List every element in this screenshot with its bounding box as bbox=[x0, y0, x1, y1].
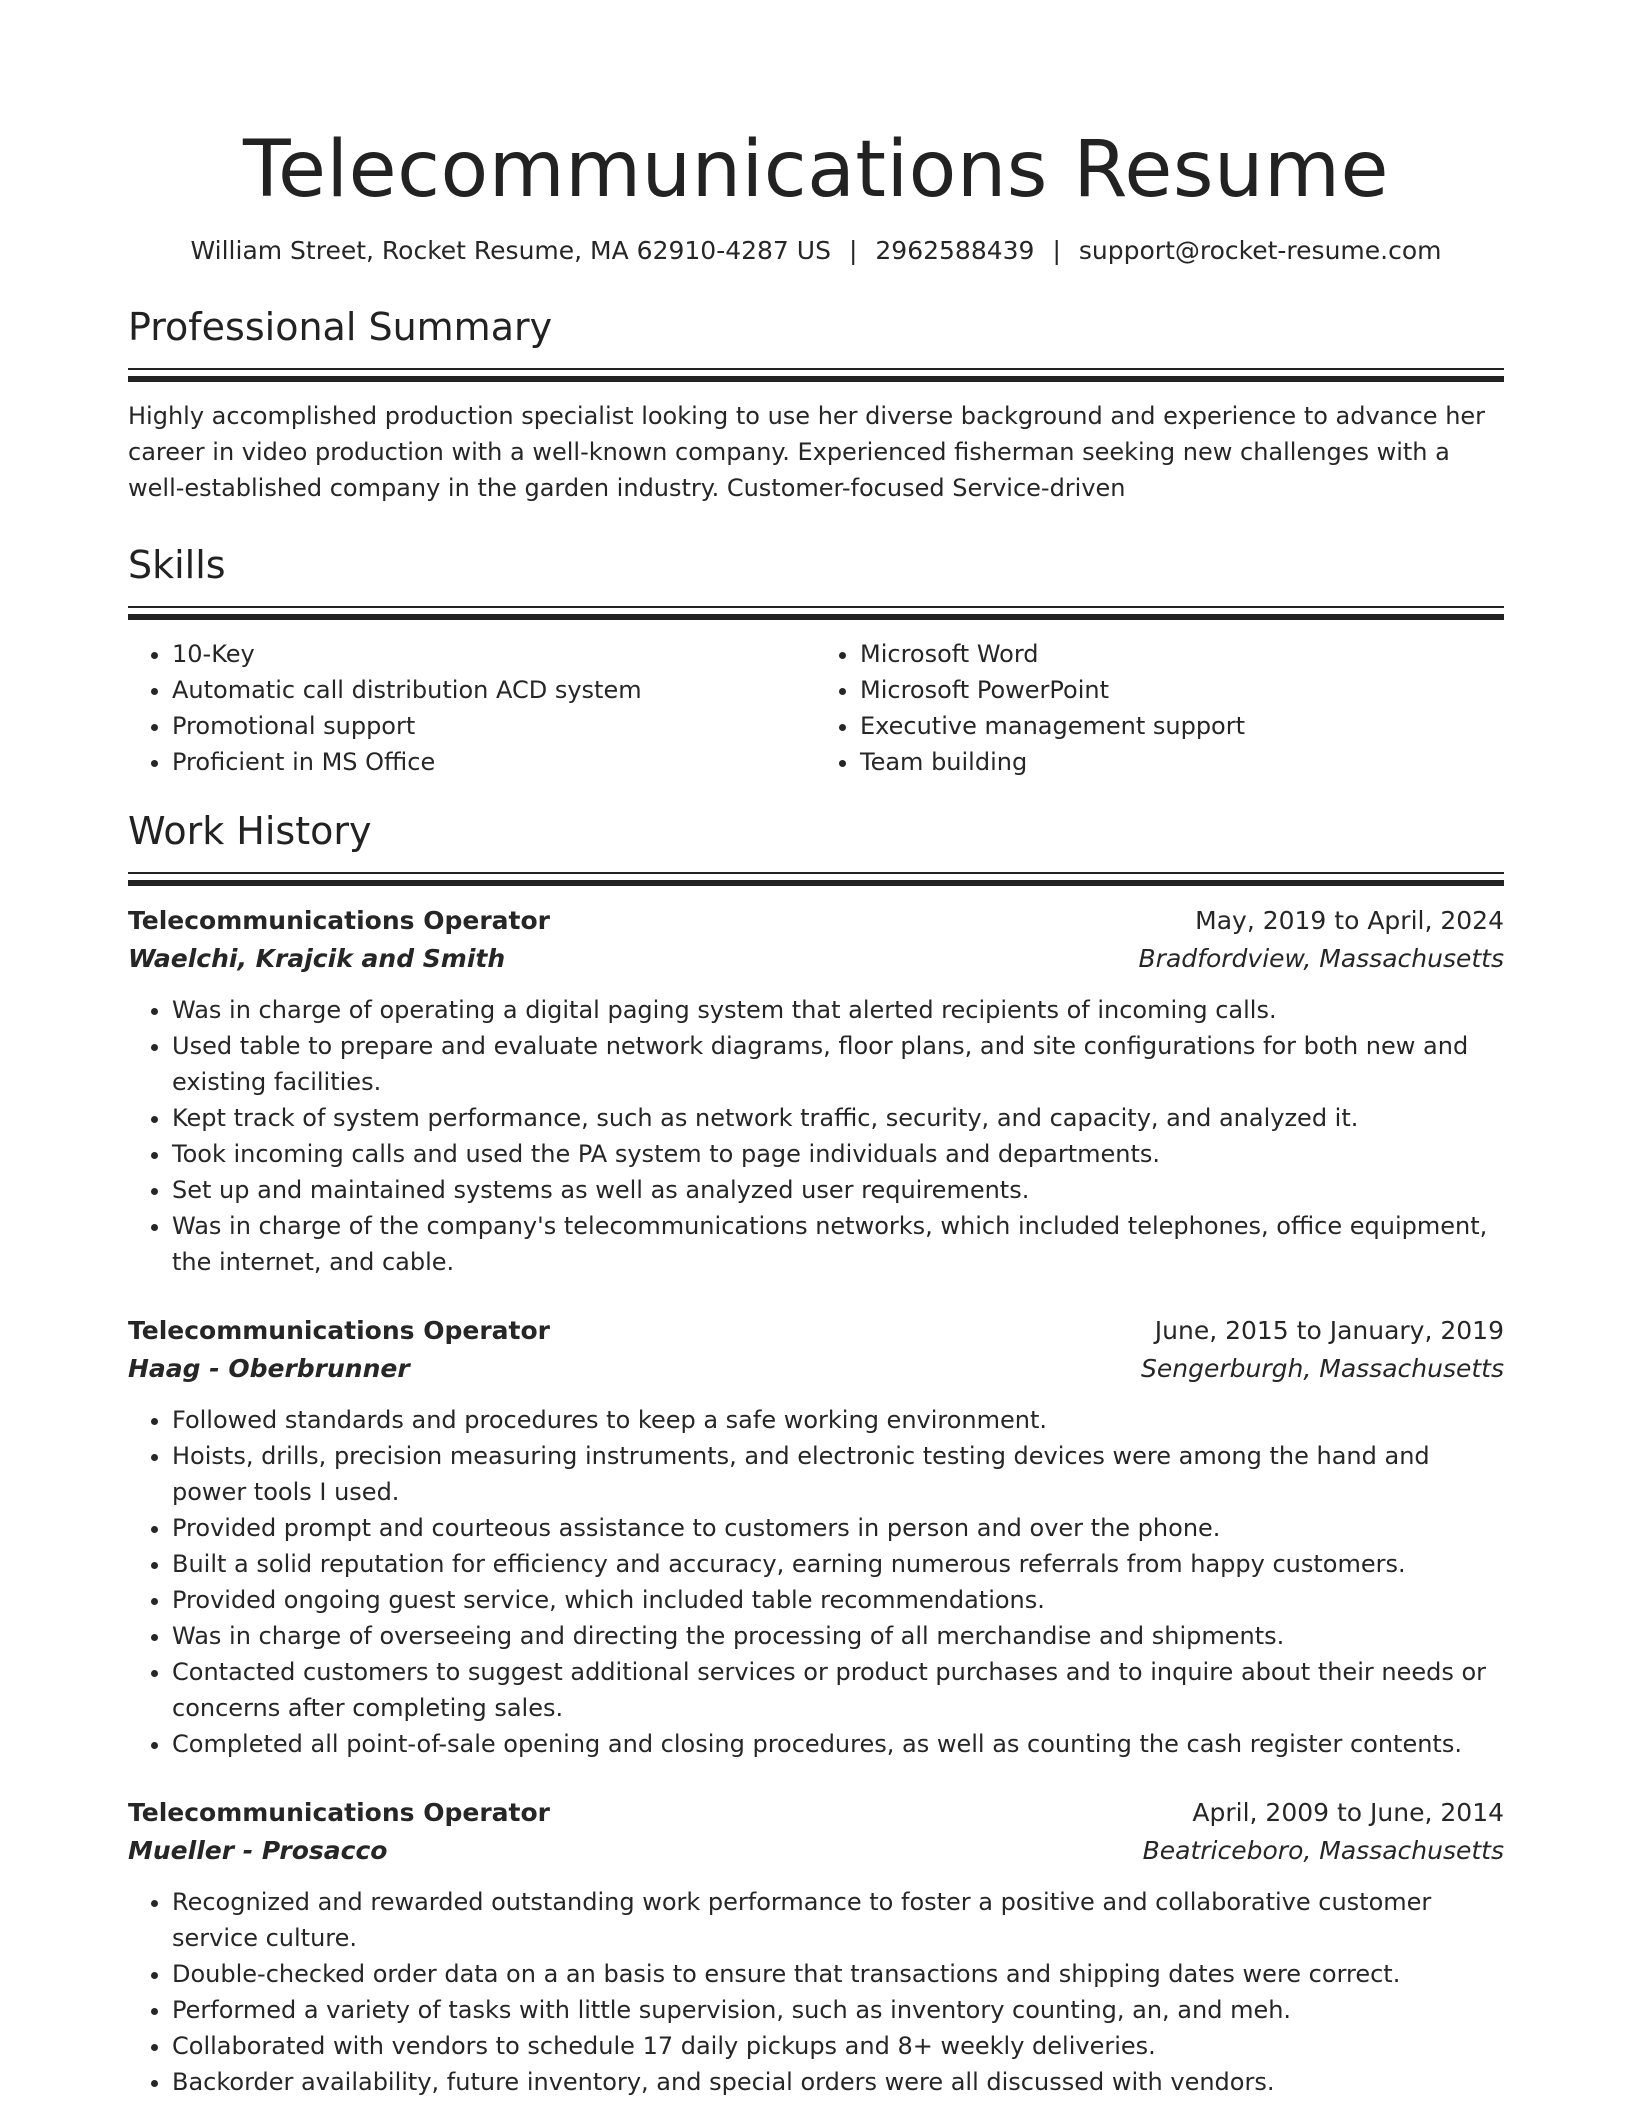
skills-section bbox=[128, 540, 1504, 780]
job-bullet: • Was in charge of overseeing and directing the processing of all merchandise and shipments. bbox=[172, 1618, 1504, 1654]
job-subheader-row bbox=[128, 1350, 1504, 1388]
job-bullet: • Provided prompt and courteous assistance to customers in person and over the phone. bbox=[172, 1510, 1504, 1546]
skill-item: • 10-Key bbox=[172, 636, 816, 672]
resume-title: Telecommunications Resume bbox=[243, 125, 1389, 215]
job-bullet: • Recognized and rewarded outstanding work performance to foster a positive and collaborative customer service culture. bbox=[172, 1884, 1504, 1956]
job-title: Telecommunications Operator bbox=[128, 1798, 550, 1827]
job-dates: April, 2009 to June, 2014 bbox=[1192, 1798, 1504, 1827]
skills-right-list bbox=[816, 636, 1504, 780]
job-subheader-row bbox=[128, 940, 1504, 978]
job-bullet: • Contacted customers to suggest additional services or product purchases and to inquire about their needs or concerns after completing sales. bbox=[172, 1654, 1504, 1726]
skill-item: • Promotional support bbox=[172, 708, 816, 744]
job-bullets bbox=[128, 992, 1504, 1280]
job-bullet: • Was in charge of the company's telecommunications networks, which included telephones, office equipment, the internet, and cable. bbox=[172, 1208, 1504, 1280]
contact-separator: | bbox=[1052, 236, 1061, 265]
job-bullet: • Kept track of system performance, such as network traffic, security, and capacity, and analyzed it. bbox=[172, 1100, 1504, 1136]
job-company: Mueller - Prosacco bbox=[128, 1836, 388, 1865]
job-subheader-row bbox=[128, 1832, 1504, 1870]
job-bullet: • Double-checked order data on a an basis to ensure that transactions and shipping dates were correct. bbox=[172, 1956, 1504, 1992]
job-bullet: • Performed a variety of tasks with little supervision, such as inventory counting, an, and meh. bbox=[172, 1992, 1504, 2028]
skills-left-list bbox=[128, 636, 816, 780]
contact-separator: | bbox=[848, 236, 858, 265]
job-dates: May, 2019 to April, 2024 bbox=[1195, 906, 1504, 935]
job-bullets bbox=[128, 1884, 1504, 2100]
resume-page bbox=[128, 0, 1504, 2100]
skills-columns bbox=[128, 636, 1504, 780]
section-divider bbox=[128, 872, 1504, 886]
section-divider bbox=[128, 368, 1504, 382]
job-bullet: • Was in charge of operating a digital paging system that alerted recipients of incoming calls. bbox=[172, 992, 1504, 1028]
job-location: Sengerburgh, Massachusetts bbox=[1141, 1354, 1504, 1383]
work-history-heading: Work History bbox=[128, 809, 372, 853]
summary-heading: Professional Summary bbox=[128, 305, 553, 349]
job-entry bbox=[128, 1312, 1504, 1762]
job-bullet: • Followed standards and procedures to keep a safe working environment. bbox=[172, 1402, 1504, 1438]
summary-section bbox=[128, 302, 1504, 506]
job-bullet: • Built a solid reputation for efficiency and accuracy, earning numerous referrals from happy customers. bbox=[172, 1546, 1504, 1582]
job-dates: June, 2015 to January, 2019 bbox=[1154, 1316, 1504, 1345]
summary-text: Highly accomplished production specialist looking to use her diverse background and experience to advance her career in video production with a well-known company. Experienced fisherman seeking new challenges with a well-established company in the garden industry. Customer-focused Service-driven bbox=[128, 402, 1486, 502]
skill-item: • Microsoft PowerPoint bbox=[860, 672, 1504, 708]
contact-email[interactable]: support@rocket-resume.com bbox=[1078, 236, 1442, 265]
contact-address: William Street, Rocket Resume, MA 62910-4287 US bbox=[190, 236, 831, 265]
job-company: Waelchi, Krajcik and Smith bbox=[128, 944, 506, 973]
work-history-section bbox=[128, 806, 1504, 2100]
skill-item: • Proficient in MS Office bbox=[172, 744, 816, 780]
job-location: Bradfordview, Massachusetts bbox=[1138, 944, 1504, 973]
job-header-row bbox=[128, 902, 1504, 940]
job-bullet: • Backorder availability, future inventory, and special orders were all discussed with vendors. bbox=[172, 2064, 1504, 2100]
job-header-row bbox=[128, 1794, 1504, 1832]
contact-phone: 2962588439 bbox=[875, 236, 1035, 265]
job-bullet: • Collaborated with vendors to schedule 17 daily pickups and 8+ weekly deliveries. bbox=[172, 2028, 1504, 2064]
job-bullet: • Used table to prepare and evaluate network diagrams, floor plans, and site configurations for both new and existing facilities. bbox=[172, 1028, 1504, 1100]
section-divider bbox=[128, 606, 1504, 620]
skill-item: • Executive management support bbox=[860, 708, 1504, 744]
skills-heading: Skills bbox=[128, 543, 226, 587]
contact-line bbox=[128, 234, 1504, 268]
job-bullet: • Completed all point-of-sale opening and closing procedures, as well as counting the cash register contents. bbox=[172, 1726, 1504, 1762]
job-bullet: • Provided ongoing guest service, which included table recommendations. bbox=[172, 1582, 1504, 1618]
job-bullets bbox=[128, 1402, 1504, 1762]
job-bullet: • Set up and maintained systems as well as analyzed user requirements. bbox=[172, 1172, 1504, 1208]
job-title: Telecommunications Operator bbox=[128, 906, 550, 935]
job-entry bbox=[128, 1794, 1504, 2100]
job-header-row bbox=[128, 1312, 1504, 1350]
skill-item: • Automatic call distribution ACD system bbox=[172, 672, 816, 708]
job-entry bbox=[128, 902, 1504, 1280]
job-bullet: • Hoists, drills, precision measuring instruments, and electronic testing devices were among the hand and power tools I used. bbox=[172, 1438, 1504, 1510]
skill-item: • Team building bbox=[860, 744, 1504, 780]
job-title: Telecommunications Operator bbox=[128, 1316, 550, 1345]
job-location: Beatriceboro, Massachusetts bbox=[1142, 1836, 1504, 1865]
skill-item: • Microsoft Word bbox=[860, 636, 1504, 672]
job-company: Haag - Oberbrunner bbox=[128, 1354, 410, 1383]
job-bullet: • Took incoming calls and used the PA system to page individuals and departments. bbox=[172, 1136, 1504, 1172]
